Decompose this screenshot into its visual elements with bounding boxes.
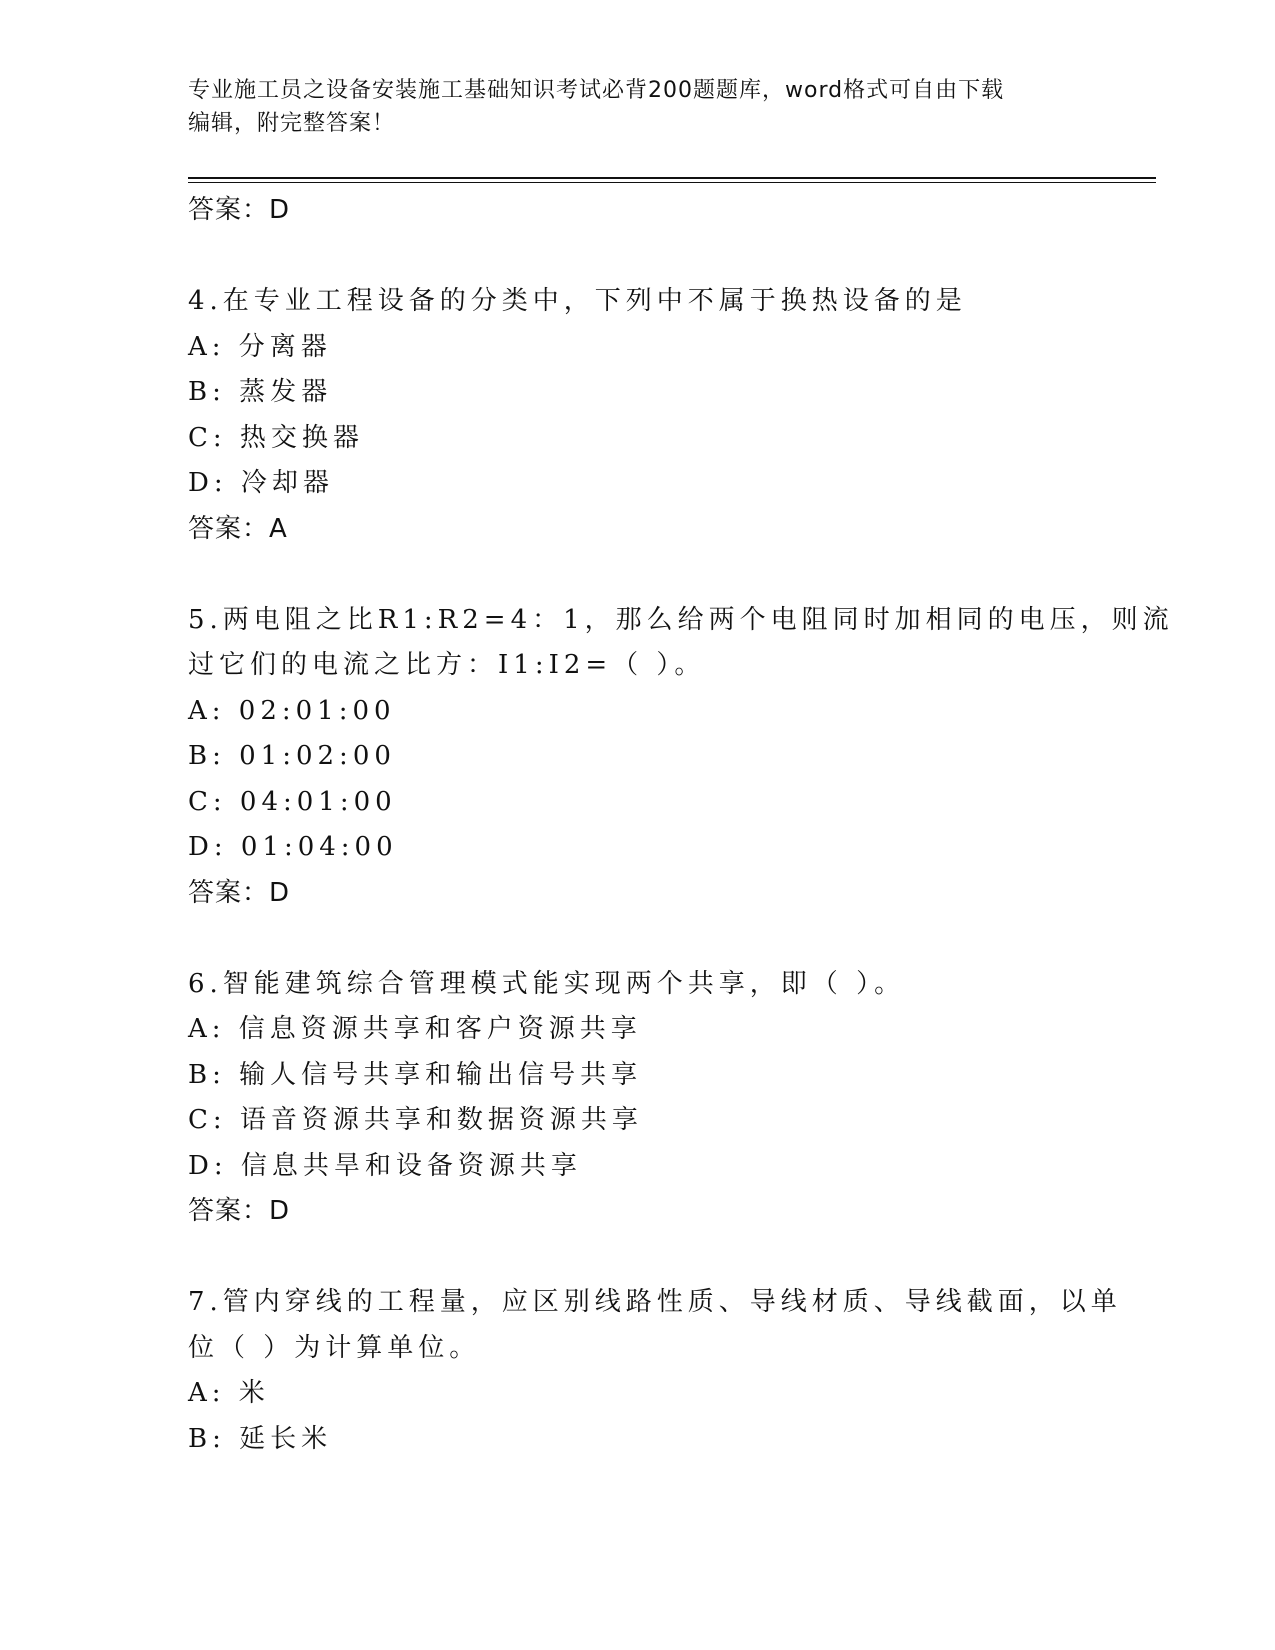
spacer (188, 234, 1088, 280)
answer: 答案：D (188, 877, 291, 908)
document-header (188, 74, 1068, 140)
question-4 (188, 279, 1088, 552)
option-b: B: 蒸发器 (188, 377, 333, 407)
answer: 答案：A (188, 513, 288, 544)
header-title-line-1: 专业施工员之设备安装施工基础知识考试必背200题题库，word格式可自由下载 (188, 78, 1005, 103)
header-divider-thick (188, 177, 1156, 179)
option-a: A: 02:01:00 (188, 695, 396, 726)
answer: 答案：D (188, 1196, 291, 1226)
option-c: C: 语音资源共享和数据资源共享 (188, 1105, 643, 1135)
option-b: B: 01:02:00 (188, 741, 396, 771)
spacer (188, 552, 1088, 598)
option-b: B: 输人信号共享和输出信号共享 (188, 1059, 643, 1090)
question-5 (188, 598, 1174, 917)
option-a: A: 米 (188, 1378, 270, 1408)
question-text-line-1: 5.两电阻之比R1:R2=4：1，那么给两个电阻同时加相同的电压，则流 (188, 604, 1174, 635)
header-title-line-2: 编辑，附完整答案！ (188, 111, 396, 136)
question-7 (188, 1280, 1122, 1462)
previous-answer: 答案：D (188, 195, 291, 225)
header-divider-thin (188, 182, 1156, 183)
question-text: 4.在专业工程设备的分类中，下列中不属于换热设备的是 (188, 286, 967, 316)
question-text-line-1: 7.管内穿线的工程量，应区别线路性质、导线材质、导线截面，以单 (188, 1287, 1122, 1317)
question-list (188, 188, 1174, 1462)
option-a: A: 信息资源共享和客户资源共享 (188, 1014, 642, 1044)
option-d: D: 信息共旱和设备资源共享 (188, 1150, 582, 1181)
spacer (188, 1235, 1088, 1281)
question-text-line-2: 位（ ）为计算单位。 (188, 1332, 481, 1363)
option-d: D: 冷却器 (188, 468, 334, 498)
option-c: C: 04:01:00 (188, 786, 397, 817)
spacer (188, 916, 1088, 962)
question-text: 6.智能建筑综合管理模式能实现两个共享，即（ ）。 (188, 968, 906, 999)
option-b: B: 延长米 (188, 1423, 333, 1454)
option-a: A: 分离器 (188, 331, 332, 362)
question-text-line-2: 过它们的电流之比方：I1:I2=（ ）。 (188, 650, 706, 680)
option-c: C: 热交换器 (188, 422, 364, 453)
option-d: D: 01:04:00 (188, 832, 398, 862)
question-6 (188, 962, 1088, 1235)
